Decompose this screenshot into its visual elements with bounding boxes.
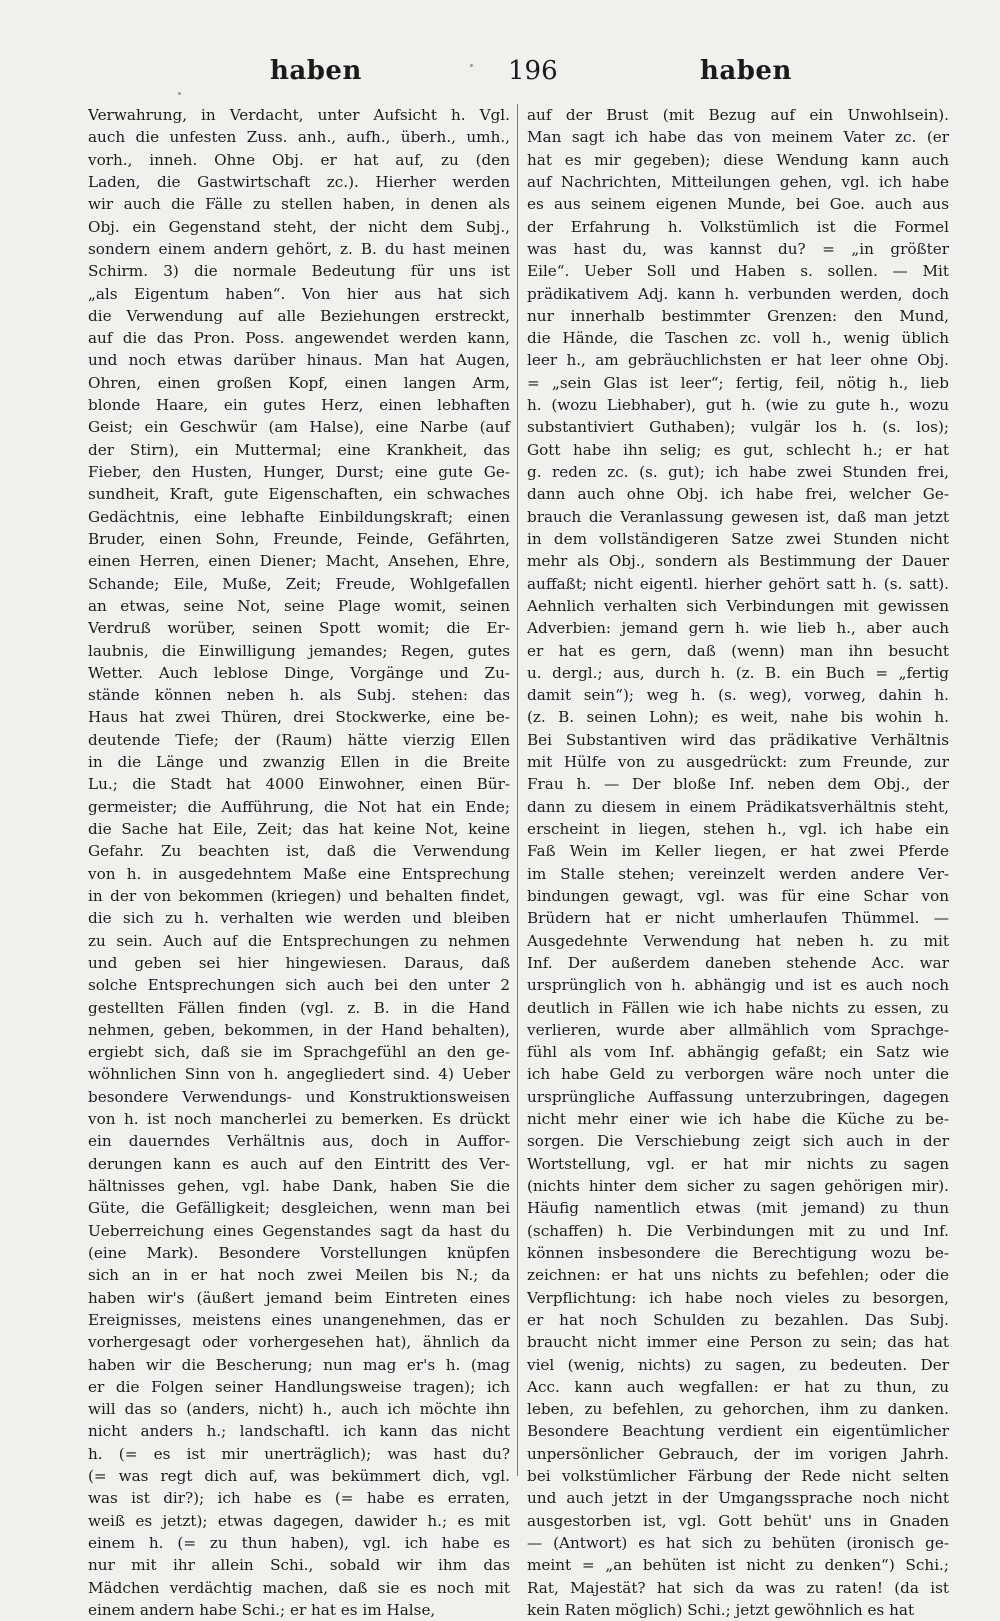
text-line: einem h. (= zu thun haben), vgl. ich habe es xyxy=(88,1534,510,1552)
text-line: auffaßt; nicht eigentl. hierher gehört satt h. (s. satt). xyxy=(527,574,949,593)
text-line: h. (= es ist mir unerträglich); was hast du? xyxy=(88,1444,510,1463)
text-line: zeichnen: er hat uns nichts zu befehlen; oder die xyxy=(527,1266,949,1285)
text-line: in dem vollständigeren Satze zwei Stunden nicht xyxy=(527,529,949,548)
text-line: von h. ist noch mancherlei zu bemerken. Es drückt xyxy=(88,1110,510,1129)
text-line: bei volkstümlicher Färbung der Rede nicht selten xyxy=(527,1467,949,1486)
text-line: damit sein“); weg h. (s. weg), vorweg, dahin h. xyxy=(527,686,949,705)
text-line: meint = „an behüten ist nicht zu denken“) Schi.; xyxy=(527,1556,949,1575)
text-line: ein dauerndes Verhältnis aus, doch in Auffor- xyxy=(88,1132,510,1151)
text-line: sorgen. Die Verschiebung zeigt sich auch in der xyxy=(527,1132,949,1151)
text-line: Ereignisses, meistens eines unangenehmen, das er xyxy=(88,1310,510,1329)
text-line: Schirm. 3) die normale Bedeutung für uns ist xyxy=(88,262,510,281)
text-line: es aus seinem eigenen Munde, bei Goe. auch aus xyxy=(527,195,949,214)
text-line: Mädchen verdächtig machen, daß sie es noch mit xyxy=(88,1578,510,1597)
text-line: Wetter. Auch leblose Dinge, Vorgänge und Zu- xyxy=(88,663,510,682)
text-line: nehmen, geben, bekommen, in der Hand behalten), xyxy=(88,1020,510,1039)
text-line: der Stirn), ein Muttermal; eine Krankheit, das xyxy=(88,440,510,459)
text-line: verlieren, wurde aber allmählich vom Sprachge- xyxy=(527,1020,949,1039)
text-line: = „sein Glas ist leer“; fertig, feil, nötig h., lieb xyxy=(527,373,949,392)
paper-speck xyxy=(178,92,181,95)
text-line: ich habe Geld zu verborgen wäre noch unter die xyxy=(527,1065,949,1084)
right-text-column xyxy=(527,104,949,1619)
text-line: Verpflichtung: ich habe noch vieles zu besorgen, xyxy=(527,1288,949,1307)
text-line: einen Herren, einen Diener; Macht, Ansehen, Ehre, xyxy=(88,552,510,571)
text-line: Obj. ein Gegenstand steht, der nicht dem Subj., xyxy=(88,217,510,236)
text-line: Faß Wein im Keller liegen, er hat zwei Pferde xyxy=(527,842,949,861)
text-line: die Hände, die Taschen zc. voll h., wenig üblich xyxy=(527,329,949,348)
text-line: dann auch ohne Obj. ich habe frei, welcher Ge- xyxy=(527,485,949,504)
text-line: brauch die Veranlassung gewesen ist, daß man jetzt xyxy=(527,507,949,526)
text-line: hat es mir gegeben); diese Wendung kann auch xyxy=(527,150,949,169)
text-line: auf die das Pron. Poss. angewendet werden kann, xyxy=(88,329,510,348)
text-line: Bei Substantiven wird das prädikative Verhältnis xyxy=(527,730,949,749)
text-line: er die Folgen seiner Handlungsweise tragen); ich xyxy=(88,1377,510,1396)
text-line: Lu.; die Stadt hat 4000 Einwohner, einen Bür- xyxy=(88,775,510,794)
text-line: Häufig namentlich etwas (mit jemand) zu thun xyxy=(527,1199,949,1218)
text-line: deutende Tiefe; der (Raum) hätte vierzig Ellen xyxy=(88,730,510,749)
left-text-column xyxy=(88,104,510,1619)
text-line: g. reden zc. (s. gut); ich habe zwei Stunden frei, xyxy=(527,463,949,481)
text-line: was ist dir?); ich habe es (= habe es erraten, xyxy=(88,1489,510,1508)
text-line: prädikativem Adj. kann h. verbunden werden, doch xyxy=(527,284,949,303)
text-line: und geben sei hier hingewiesen. Daraus, daß xyxy=(88,953,510,972)
text-line: haben wir's (äußert jemand beim Eintreten eines xyxy=(88,1288,510,1307)
text-line: Aehnlich verhalten sich Verbindungen mit gewissen xyxy=(527,596,949,615)
text-line: Ausgedehnte Verwendung hat neben h. zu mit xyxy=(527,931,949,950)
text-line: germeister; die Aufführung, die Not hat ein Ende; xyxy=(88,797,510,816)
text-line: Acc. kann auch wegfallen: er hat zu thun, zu xyxy=(527,1377,949,1396)
text-line: Verwahrung, in Verdacht, unter Aufsicht h. Vgl. xyxy=(88,106,510,124)
text-line: wöhnlichen Sinn von h. angegliedert sind. 4) Ueber xyxy=(88,1065,510,1084)
text-line: leer h., am gebräuchlichsten er hat leer ohne Obj. xyxy=(527,351,949,370)
text-line: (schaffen) h. Die Verbindungen mit zu und Inf. xyxy=(527,1221,949,1240)
text-line: auf der Brust (mit Bezug auf ein Unwohlsein). xyxy=(527,106,949,124)
text-line: hältnisses gehen, vgl. habe Dank, haben Sie die xyxy=(88,1177,510,1195)
text-line: dann zu diesem in einem Prädikatsverhältnis steht, xyxy=(527,797,949,816)
text-line: Eile“. Ueber Soll und Haben s. sollen. — Mit xyxy=(527,262,949,281)
text-line: und noch etwas darüber hinaus. Man hat Augen, xyxy=(88,351,510,370)
text-line: er hat es gern, daß (wenn) man ihn besucht xyxy=(527,641,949,660)
text-line: (eine Mark). Besondere Vorstellungen knüpfen xyxy=(88,1243,510,1262)
text-line: Ohren, einen großen Kopf, einen langen Arm, xyxy=(88,373,510,392)
text-line: h. (wozu Liebhaber), gut h. (wie zu gute h., wozu xyxy=(527,396,949,415)
text-line: im Stalle stehen; vereinzelt werden andere Ver- xyxy=(527,864,949,883)
text-line: Schande; Eile, Muße, Zeit; Freude, Wohlgefallen xyxy=(88,574,510,593)
text-line: ausgestorben ist, vgl. Gott behüt' uns in Gnaden xyxy=(527,1511,949,1530)
text-line: ursprüngliche Auffassung unterzubringen, dagegen xyxy=(527,1087,949,1106)
text-line: auch die unfesten Zuss. anh., aufh., überh., umh., xyxy=(88,128,510,147)
text-line: kein Raten möglich) Schi.; jetzt gewöhnlich es hat xyxy=(527,1600,915,1619)
text-line: solche Entsprechungen sich auch bei den unter 2 xyxy=(88,976,510,995)
text-line: (nichts hinter dem sicher zu sagen gehörigen mir). xyxy=(527,1177,949,1195)
text-line: und auch jetzt in der Umgangssprache noch nicht xyxy=(527,1489,949,1508)
text-line: bindungen gewagt, vgl. was für eine Schar von xyxy=(527,886,949,905)
text-line: „als Eigentum haben“. Von hier aus hat sich xyxy=(88,284,510,303)
text-line: blonde Haare, ein gutes Herz, einen lebhaften xyxy=(88,396,510,415)
text-line: auf Nachrichten, Mitteilungen gehen, vgl. ich habe xyxy=(527,172,949,191)
text-line: vorhergesagt oder vorhergesehen hat), ähnlich da xyxy=(88,1333,510,1352)
text-line: deutlich in Fällen wie ich habe nichts zu essen, zu xyxy=(527,998,949,1017)
page-number: 196 xyxy=(508,56,558,86)
text-line: was hast du, was kannst du? = „in größter xyxy=(527,239,949,258)
text-line: stände können neben h. als Subj. stehen: das xyxy=(88,686,510,705)
text-line: Gefahr. Zu beachten ist, daß die Verwendung xyxy=(88,842,510,861)
text-line: sundheit, Kraft, gute Eigenschaften, ein schwaches xyxy=(88,485,510,504)
text-line: laubnis, die Einwilligung jemandes; Regen, gutes xyxy=(88,641,510,660)
text-line: erscheint in liegen, stehen h., vgl. ich habe ein xyxy=(527,820,949,838)
text-line: mit Hülfe von zu ausgedrückt: zum Freunde, zur xyxy=(527,753,949,772)
text-line: sondern einem andern gehört, z. B. du hast meinen xyxy=(88,239,510,258)
page-header xyxy=(90,56,922,100)
text-line: Güte, die Gefälligkeit; desgleichen, wenn man bei xyxy=(88,1199,510,1218)
right-running-headword: haben xyxy=(700,56,792,86)
text-line: ergiebt sich, daß sie im Sprachgefühl an den ge- xyxy=(88,1043,510,1062)
text-line: leben, zu befehlen, zu gehorchen, ihm zu danken. xyxy=(527,1400,949,1419)
text-line: Wortstellung, vgl. er hat mir nichts zu sagen xyxy=(527,1154,949,1173)
text-line: Inf. Der außerdem daneben stehende Acc. war xyxy=(527,953,949,972)
text-line: Adverbien: jemand gern h. wie lieb h., aber auch xyxy=(527,619,949,638)
column-divider xyxy=(517,104,518,1476)
text-line: Laden, die Gastwirtschaft zc.). Hierher werden xyxy=(88,172,510,191)
text-line: können insbesondere die Berechtigung wozu be- xyxy=(527,1243,949,1262)
text-line: weiß es jetzt); etwas dagegen, dawider h.; es mit xyxy=(88,1511,510,1530)
text-line: besondere Verwendungs- und Konstruktionsweisen xyxy=(88,1087,510,1106)
text-line: zu sein. Auch auf die Entsprechungen zu nehmen xyxy=(88,931,510,950)
text-line: nur innerhalb bestimmter Grenzen: den Mund, xyxy=(527,306,949,325)
text-line: von h. in ausgedehntem Maße eine Entsprechung xyxy=(88,864,510,883)
text-line: substantiviert Guthaben); vulgär los h. (s. los); xyxy=(527,418,949,437)
text-line: nur mit ihr allein Schi., sobald wir ihm das xyxy=(88,1556,510,1575)
text-line: ursprünglich von h. abhängig und ist es auch noch xyxy=(527,976,949,995)
text-line: Verdruß worüber, seinen Spott womit; die Er- xyxy=(88,619,510,638)
text-line: fühl als vom Inf. abhängig gefaßt; ein Satz wie xyxy=(527,1043,949,1062)
text-line: in die Länge und zwanzig Ellen in die Breite xyxy=(88,753,510,772)
text-line: Haus hat zwei Thüren, drei Stockwerke, eine be- xyxy=(88,708,510,727)
text-line: derungen kann es auch auf den Eintritt des Ver- xyxy=(88,1154,510,1173)
text-line: vorh., inneh. Ohne Obj. er hat auf, zu (den xyxy=(88,150,510,169)
text-line: die sich zu h. verhalten wie werden und bleiben xyxy=(88,909,510,928)
text-line: nicht anders h.; landschaftl. ich kann das nicht xyxy=(88,1422,510,1441)
text-line: wir auch die Fälle zu stellen haben, in denen als xyxy=(88,195,510,214)
text-line: an etwas, seine Not, seine Plage womit, seinen xyxy=(88,596,510,615)
text-line: mehr als Obj., sondern als Bestimmung der Dauer xyxy=(527,552,949,571)
text-line: Bruder, einen Sohn, Freunde, Feinde, Gefährten, xyxy=(88,529,510,548)
text-line: einem andern habe Schi.; er hat es im Halse, xyxy=(88,1600,436,1619)
text-line: Man sagt ich habe das von meinem Vater zc. (er xyxy=(527,128,949,147)
text-line: Gott habe ihn selig; es gut, schlecht h.; er hat xyxy=(527,440,949,459)
text-line: die Verwendung auf alle Beziehungen erstreckt, xyxy=(88,306,510,325)
text-line: unpersönlicher Gebrauch, der im vorigen Jahrh. xyxy=(527,1444,949,1463)
text-line: (z. B. seinen Lohn); es weit, nahe bis wohin h. xyxy=(527,708,949,727)
text-line: Besondere Beachtung verdient ein eigentümlicher xyxy=(527,1422,949,1441)
text-line: der Erfahrung h. Volkstümlich ist die Formel xyxy=(527,217,949,236)
text-line: — (Antwort) es hat sich zu behüten (ironisch ge- xyxy=(527,1534,949,1552)
text-line: u. dergl.; aus, durch h. (z. B. ein Buch = „fertig xyxy=(527,663,949,682)
text-line: Fieber, den Husten, Hunger, Durst; eine gute Ge- xyxy=(88,463,510,481)
text-line: Geist; ein Geschwür (am Halse), eine Narbe (auf xyxy=(88,418,510,437)
text-line: Ueberreichung eines Gegenstandes sagt da hast du xyxy=(88,1221,510,1240)
text-line: (= was regt dich auf, was bekümmert dich, vgl. xyxy=(88,1467,510,1486)
text-line: Frau h. — Der bloße Inf. neben dem Obj., der xyxy=(527,775,949,794)
text-line: viel (wenig, nichts) zu sagen, zu bedeuten. Der xyxy=(527,1355,949,1374)
paper-speck xyxy=(470,64,473,67)
text-line: in der von bekommen (kriegen) und behalten findet, xyxy=(88,886,510,905)
text-line: Rat, Majestät? hat sich da was zu raten! (da ist xyxy=(527,1578,949,1597)
text-line: gestellten Fällen finden (vgl. z. B. in die Hand xyxy=(88,998,510,1017)
text-line: sich an in er hat noch zwei Meilen bis N.; da xyxy=(88,1266,510,1285)
text-line: Gedächtnis, eine lebhafte Einbildungskraft; einen xyxy=(88,507,510,526)
text-line: Brüdern hat er nicht umherlaufen Thümmel. — xyxy=(527,909,949,928)
text-line: nicht mehr einer wie ich habe die Küche zu be- xyxy=(527,1110,949,1129)
text-line: die Sache hat Eile, Zeit; das hat keine Not, keine xyxy=(88,820,510,838)
left-running-headword: haben xyxy=(270,56,362,86)
text-line: haben wir die Bescherung; nun mag er's h. (mag xyxy=(88,1355,510,1374)
text-line: braucht nicht immer eine Person zu sein; das hat xyxy=(527,1333,949,1352)
text-line: er hat noch Schulden zu bezahlen. Das Subj. xyxy=(527,1310,949,1329)
text-line: will das so (anders, nicht) h., auch ich möchte ihn xyxy=(88,1400,510,1419)
